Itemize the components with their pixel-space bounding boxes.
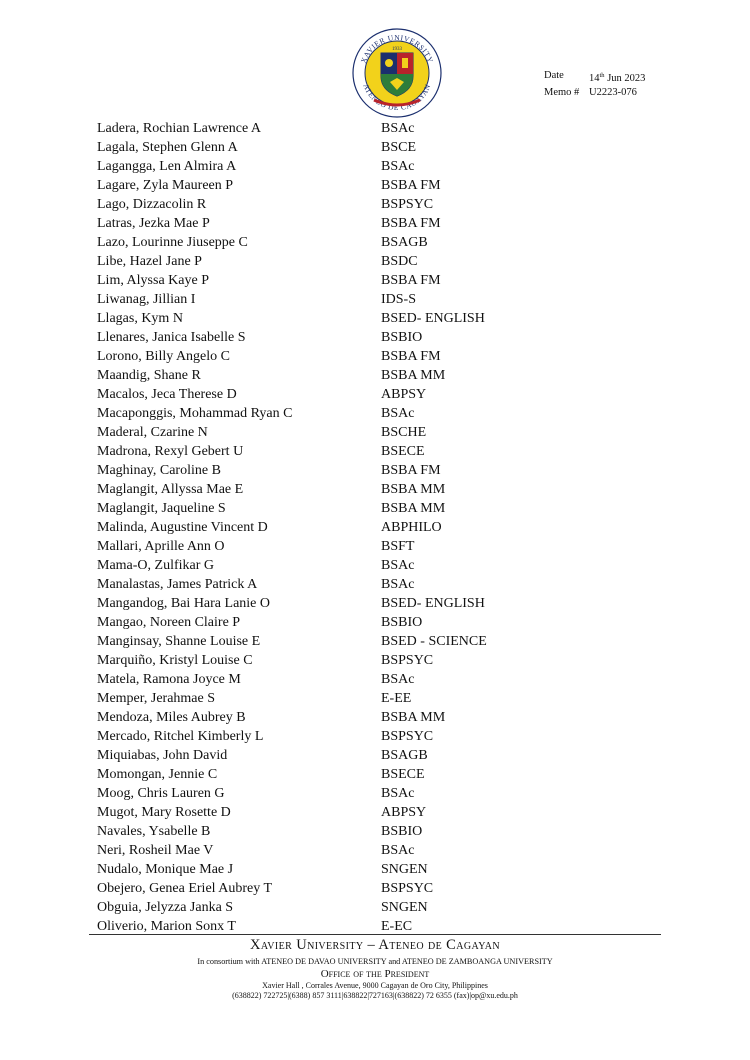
student-name: Marquiño, Kristyl Louise C [97, 653, 253, 668]
student-program: BSPSYC [381, 729, 434, 744]
roster-row [97, 537, 617, 556]
student-name: Momongan, Jennie C [97, 767, 218, 782]
student-name: Mallari, Aprille Ann O [97, 539, 225, 554]
roster-row [97, 784, 617, 803]
student-name: Lagare, Zyla Maureen P [97, 178, 234, 193]
student-program: BSAc [381, 159, 415, 174]
roster-row [97, 195, 617, 214]
student-name: Mangandog, Bai Hara Lanie O [97, 596, 270, 611]
student-program: E-EE [381, 691, 412, 706]
student-program: SNGEN [381, 900, 428, 915]
student-program: BSDC [381, 254, 418, 269]
student-name: Miquiabas, John David [97, 748, 228, 763]
memo-label: Memo # [544, 87, 580, 98]
roster-row [97, 138, 617, 157]
student-name: Lago, Dizzacolin R [97, 197, 207, 212]
student-name: Moog, Chris Lauren G [97, 786, 225, 801]
student-program: BSFT [381, 539, 415, 554]
student-program: BSECE [381, 444, 425, 459]
roster-row [97, 404, 617, 423]
student-program: BSBA MM [381, 482, 446, 497]
roster-row [97, 765, 617, 784]
roster-row [97, 556, 617, 575]
student-program: BSAc [381, 843, 415, 858]
student-name: Macaponggis, Mohammad Ryan C [97, 406, 293, 421]
student-name: Lazo, Lourinne Jiuseppe C [97, 235, 248, 250]
student-name: Manalastas, James Patrick A [97, 577, 258, 592]
seal-year: 1933 [392, 47, 402, 52]
student-program: BSAc [381, 786, 415, 801]
student-program: BSECE [381, 767, 425, 782]
student-name: Macalos, Jeca Therese D [97, 387, 237, 402]
roster-row [97, 594, 617, 613]
student-name: Maderal, Czarine N [97, 425, 208, 440]
student-program: BSPSYC [381, 881, 434, 896]
student-program: ABPSY [381, 387, 427, 402]
roster-row [97, 822, 617, 841]
student-program: SNGEN [381, 862, 428, 877]
memo-number: U2223-076 [589, 87, 637, 98]
student-name: Lim, Alyssa Kaye P [97, 273, 209, 288]
student-program: BSPSYC [381, 653, 434, 668]
roster-row [97, 271, 617, 290]
student-program: BSBIO [381, 824, 423, 839]
student-program: BSBA FM [381, 463, 441, 478]
student-name: Manginsay, Shanne Louise E [97, 634, 261, 649]
student-program: BSCHE [381, 425, 427, 440]
student-name: Matela, Ramona Joyce M [97, 672, 241, 687]
student-name: Llenares, Janica Isabelle S [97, 330, 246, 345]
roster-row [97, 480, 617, 499]
footer-consortium: In consortium with ATENEO DE DAVAO UNIVERSITY and ATENEO DE ZAMBOANGA UNIVERSITY [197, 957, 553, 966]
student-program: BSAc [381, 558, 415, 573]
student-name: Liwanag, Jillian I [97, 292, 196, 307]
footer-divider [89, 934, 661, 935]
roster-row [97, 898, 617, 917]
student-program: BSBA MM [381, 368, 446, 383]
student-program: BSAGB [381, 235, 428, 250]
university-seal-logo [352, 28, 442, 118]
roster-row [97, 803, 617, 822]
student-name: Maghinay, Caroline B [97, 463, 221, 478]
roster-row [97, 366, 617, 385]
roster-row [97, 252, 617, 271]
student-name: Lagangga, Len Almira A [97, 159, 237, 174]
date-value [589, 69, 645, 86]
student-program: BSBA MM [381, 710, 446, 725]
roster-row [97, 157, 617, 176]
date-day: 14 [589, 73, 600, 84]
student-name: Obguia, Jelyzza Janka S [97, 900, 234, 915]
roster-row [97, 290, 617, 309]
roster-row [97, 670, 617, 689]
roster-row [97, 879, 617, 898]
roster-row [97, 176, 617, 195]
date-row [544, 69, 645, 86]
student-name: Libe, Hazel Jane P [97, 254, 202, 269]
student-program: BSBIO [381, 330, 423, 345]
roster-row [97, 575, 617, 594]
memo-meta [544, 69, 645, 100]
student-roster [97, 119, 617, 936]
student-program: ABPSY [381, 805, 427, 820]
student-program: BSBA FM [381, 216, 441, 231]
roster-row [97, 841, 617, 860]
roster-row [97, 423, 617, 442]
student-name: Mangao, Noreen Claire P [97, 615, 241, 630]
footer-address: Xavier Hall , Corrales Avenue, 9000 Cagayan de Oro City, Philippines [262, 981, 488, 990]
student-name: Maglangit, Jaqueline S [97, 501, 226, 516]
student-name: Lorono, Billy Angelo C [97, 349, 230, 364]
footer-university-name: Xavier University – Ateneo de Cagayan [250, 937, 500, 953]
student-program: BSBA FM [381, 178, 441, 193]
student-program: E-EC [381, 919, 413, 934]
date-label: Date [544, 70, 564, 81]
roster-row [97, 233, 617, 252]
student-name: Latras, Jezka Mae P [97, 216, 210, 231]
roster-row [97, 860, 617, 879]
student-program: BSAc [381, 672, 415, 687]
roster-row [97, 347, 617, 366]
student-program: BSBIO [381, 615, 423, 630]
student-name: Madrona, Rexyl Gebert U [97, 444, 244, 459]
footer-contacts: (638822) 722725|(6388) 857 3111|638822|727163|(638822) 72 6355 (fax)|op@xu.edu.ph [232, 991, 518, 1000]
memo-row [544, 86, 645, 100]
student-program: BSBA MM [381, 501, 446, 516]
student-name: Obejero, Genea Eriel Aubrey T [97, 881, 273, 896]
student-name: Malinda, Augustine Vincent D [97, 520, 268, 535]
roster-row [97, 309, 617, 328]
roster-row [97, 651, 617, 670]
student-name: Mercado, Ritchel Kimberly L [97, 729, 264, 744]
student-program: BSED- ENGLISH [381, 311, 485, 326]
student-program: BSED- ENGLISH [381, 596, 485, 611]
roster-row [97, 613, 617, 632]
student-program: BSAc [381, 121, 415, 136]
student-name: Memper, Jerahmae S [97, 691, 216, 706]
footer-office: Office of the President [320, 968, 430, 980]
student-name: Maglangit, Allyssa Mae E [97, 482, 244, 497]
roster-row [97, 442, 617, 461]
roster-row [97, 385, 617, 404]
student-program: BSAc [381, 577, 415, 592]
student-program: BSBA FM [381, 349, 441, 364]
student-name: Mendoza, Miles Aubrey B [97, 710, 246, 725]
roster-row [97, 727, 617, 746]
roster-row [97, 499, 617, 518]
student-name: Maandig, Shane R [97, 368, 201, 383]
roster-row [97, 746, 617, 765]
student-name: Neri, Rosheil Mae V [97, 843, 214, 858]
student-program: BSBA FM [381, 273, 441, 288]
student-program: ABPHILO [381, 520, 442, 535]
student-name: Oliverio, Marion Sonx T [97, 919, 236, 934]
student-name: Ladera, Rochian Lawrence A [97, 121, 262, 136]
student-name: Mama-O, Zulfikar G [97, 558, 215, 573]
date-suffix: th [599, 72, 605, 79]
roster-row [97, 214, 617, 233]
roster-row [97, 461, 617, 480]
roster-row [97, 518, 617, 537]
student-program: IDS-S [381, 292, 417, 307]
student-name: Lagala, Stephen Glenn A [97, 140, 238, 155]
seal-text-bottom: ATENEO DE CAGAYAN [361, 82, 433, 113]
roster-row [97, 708, 617, 727]
student-program: BSAc [381, 406, 415, 421]
seal-text-top: XAVIER UNIVERSITY [358, 32, 436, 65]
student-name: Nudalo, Monique Mae J [97, 862, 234, 877]
student-name: Navales, Ysabelle B [97, 824, 211, 839]
roster-row [97, 328, 617, 347]
student-name: Mugot, Mary Rosette D [97, 805, 231, 820]
roster-row [97, 632, 617, 651]
roster-row [97, 689, 617, 708]
student-program: BSAGB [381, 748, 428, 763]
date-month-year: Jun 2023 [607, 73, 646, 84]
letterhead-footer [89, 937, 661, 1000]
student-program: BSPSYC [381, 197, 434, 212]
student-program: BSED - SCIENCE [381, 634, 487, 649]
student-name: Llagas, Kym N [97, 311, 183, 326]
roster-row [97, 119, 617, 138]
student-program: BSCE [381, 140, 417, 155]
